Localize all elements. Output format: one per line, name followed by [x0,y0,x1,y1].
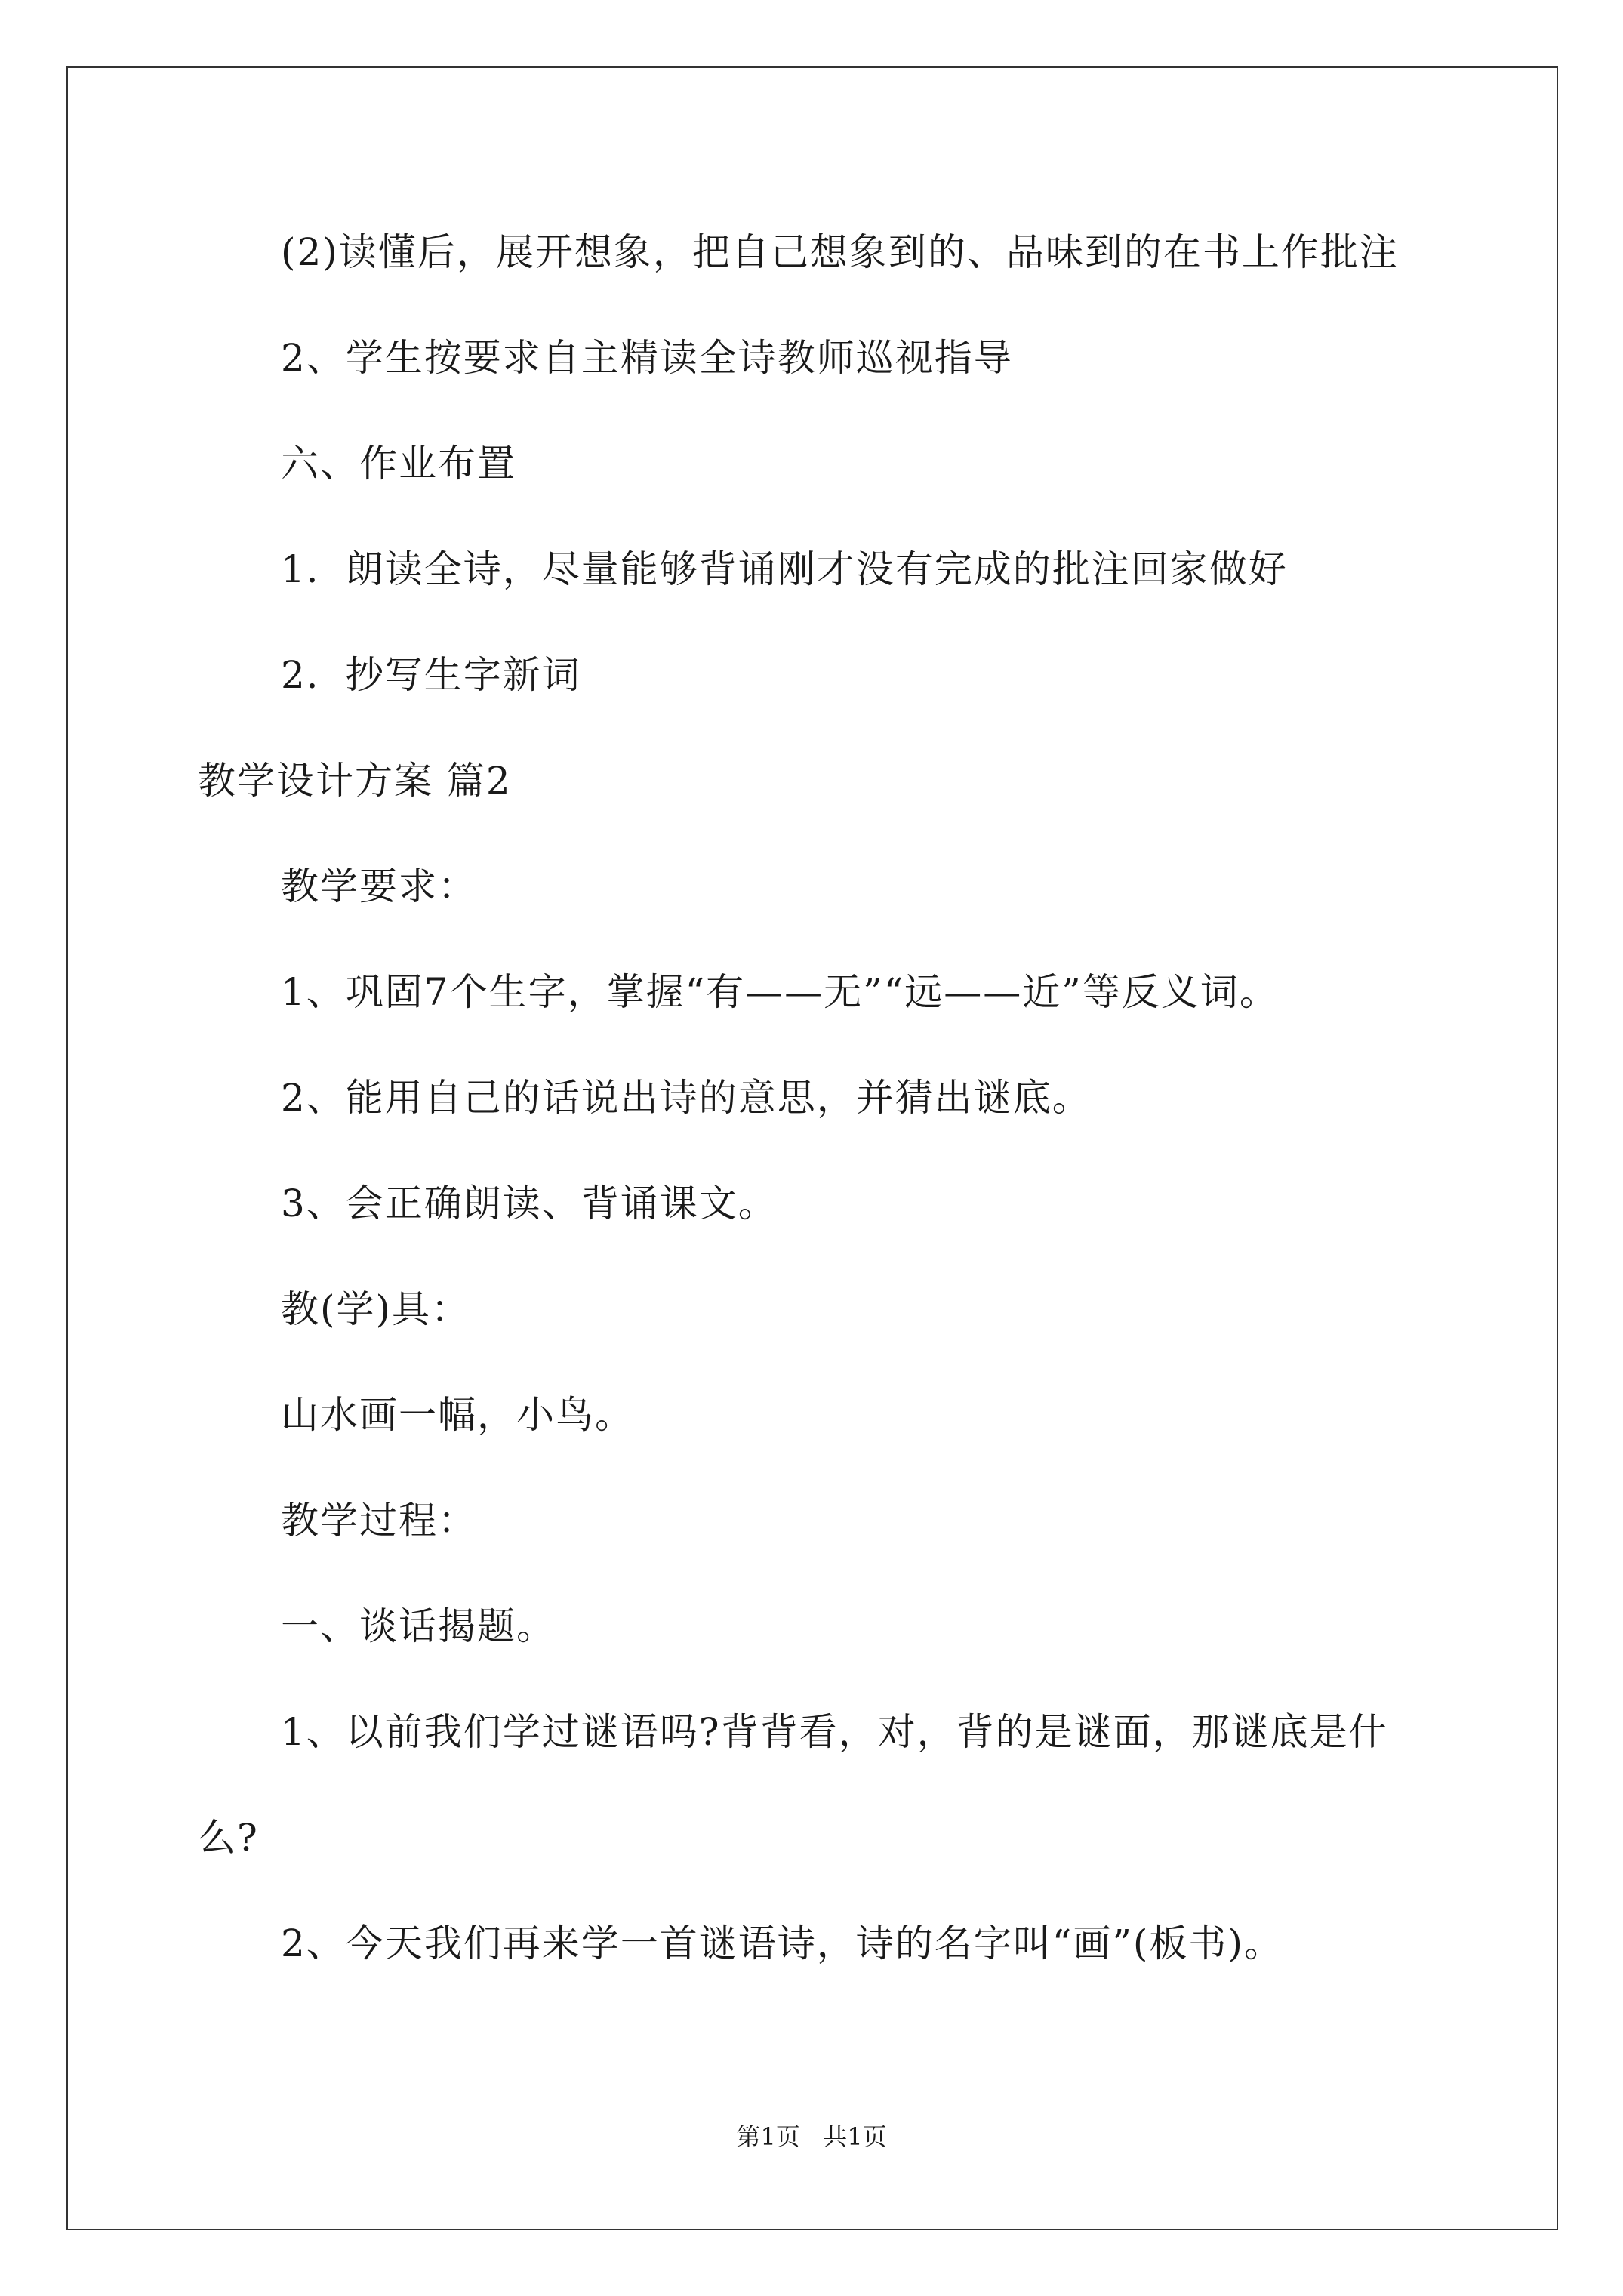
text-line-riddle-question-cont: 么? [198,1816,259,1860]
text-line-requirement-3: 3、会正确朗读、背诵课文。 [281,1182,778,1225]
heading-teaching-requirements: 教学要求： [281,864,477,908]
heading-teaching-tools: 教(学)具： [281,1287,471,1331]
text-line-student-reading: 2、学生按要求自主精读全诗教师巡视指导 [281,336,1013,380]
text-line-homework-2: 2．抄写生字新词 [281,653,581,697]
text-line-requirement-1: 1、巩固7个生字，掌握“有——无”“远——近”等反义词。 [281,970,1279,1014]
text-line-tools: 山水画一幅，小鸟。 [281,1393,634,1437]
section-heading-introduction: 一、谈话揭题。 [281,1604,556,1648]
page-footer: 第1页 共1页 [736,2122,887,2151]
heading-teaching-process: 教学过程： [281,1499,477,1542]
text-line-poem-intro: 2、今天我们再来学一首谜语诗，诗的名字叫“画”(板书)。 [281,1922,1283,1965]
section-heading-homework: 六、作业布置 [281,442,516,485]
text-line-annotation-step: (2)读懂后，展开想象，把自己想象到的、品味到的在书上作批注 [281,230,1399,274]
page-border [66,66,1558,2230]
text-line-homework-1: 1．朗读全诗，尽量能够背诵刚才没有完成的批注回家做好 [281,547,1288,591]
text-line-requirement-2: 2、能用自己的话说出诗的意思，并猜出谜底。 [281,1076,1092,1120]
document-section-title: 教学设计方案 篇2 [198,759,512,803]
text-line-riddle-question: 1、以前我们学过谜语吗?背背看，对，背的是谜面，那谜底是什 [281,1710,1388,1754]
